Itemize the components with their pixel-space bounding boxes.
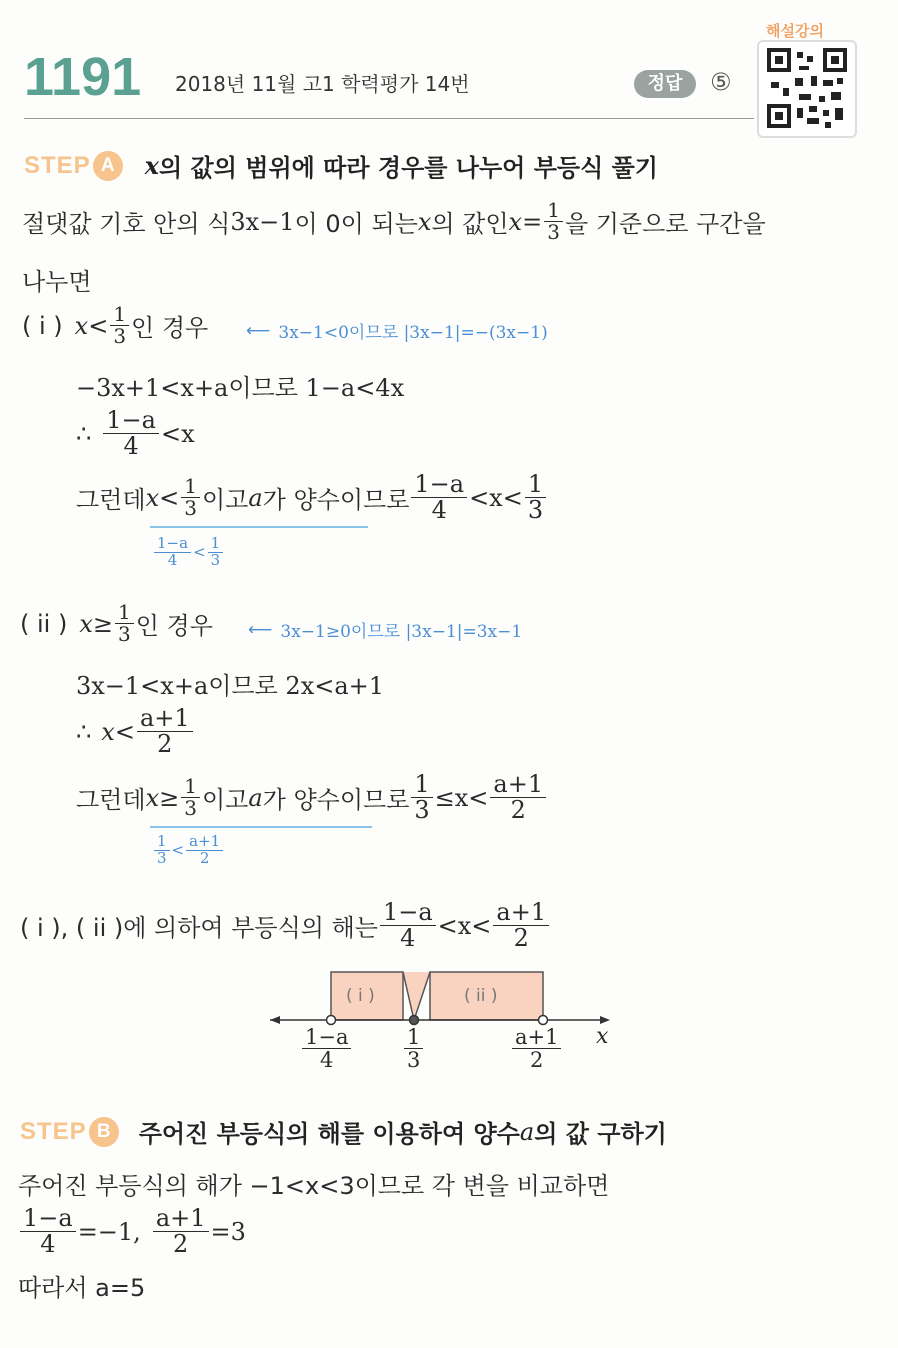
- step-b-title-b: 의 값 구하기: [534, 1120, 667, 1148]
- open-point-1: [327, 1016, 336, 1025]
- step-a-badge: A: [93, 151, 123, 181]
- closed-point-2: [410, 1016, 419, 1025]
- case2-line2: ∴ x< $\frac{a+1}{2}$: [76, 706, 195, 757]
- step-a-title: 의 값의 범위에 따라 경우를 나누어 부등식 풀기: [159, 154, 658, 182]
- answer-badge: 정답: [634, 70, 696, 98]
- intro-line1: 절댓값 기호 안의 식 3x−1 이 0이 되는 x 의 값인 x= $\frac{1}{3}$ 을 기준으로 구간을: [22, 198, 766, 244]
- final-line1: 주어진 부등식의 해가 −1<x<3이므로 각 변을 비교하면: [18, 1172, 610, 1200]
- qr-label: 해설강의: [766, 22, 824, 40]
- step-b-badge: B: [89, 1117, 119, 1147]
- intro-line2: 나누면: [22, 268, 92, 296]
- case1-line3: 그런데 x< $\frac{1}{3}$ 이고 a 가 양수이므로 $\frac{1-a}{4}$ <x< $\frac{1}{3}$: [76, 472, 548, 523]
- region2-label: ( ii ): [464, 986, 498, 1006]
- header-divider: [24, 118, 754, 119]
- case2-line1: 3x−1<x+a이므로 2x<a+1: [76, 672, 385, 700]
- step-b-title-var: a: [519, 1117, 535, 1146]
- number-line-diagram: [260, 960, 620, 1080]
- final-equations: $\frac{1-a}{4}$ =−1, $\frac{a+1}{2}$ =3: [18, 1206, 246, 1257]
- step-b-heading: [20, 1114, 667, 1149]
- final-answer: 따라서 a=5: [18, 1274, 146, 1302]
- conclusion-line: ( i ), ( ii )에 의하여 부등식의 해는 $\frac{1-a}{4}$ <x< $\frac{a+1}{2}$: [20, 900, 551, 951]
- problem-source: 2018년 11월 고1 학력평가 14번: [175, 72, 470, 96]
- step-a-title-var: x: [144, 151, 159, 180]
- axis-label: x: [596, 1024, 609, 1049]
- case1-line2: ∴ $\frac{1-a}{4}$ <x: [76, 406, 195, 461]
- case1-underline: [150, 526, 368, 528]
- case1-line1: −3x+1<x+a이므로 1−a<4x: [76, 374, 405, 402]
- case1-heading: ( i ) x< $\frac{1}{3}$ 인 경우: [22, 302, 209, 348]
- open-point-3: [539, 1016, 548, 1025]
- case2-note: ⟵ 3x−1≥0이므로 |3x−1|=3x−1: [248, 619, 523, 642]
- step-a-label: STEP: [24, 151, 91, 179]
- step-a-heading: [24, 148, 658, 183]
- case2-subnote: $\frac{1}{3}$ < $\frac{a+1}{2}$: [152, 834, 225, 867]
- point3-label: $\frac{a+1}{2}$: [512, 1026, 561, 1071]
- point1-label: $\frac{1-a}{4}$: [302, 1026, 351, 1071]
- arrow-left-icon: ⟵: [246, 320, 271, 341]
- case1-subnote: $\frac{1-a}{4}$ < $\frac{1}{3}$: [152, 536, 225, 569]
- arrow-left-icon: ⟵: [248, 619, 273, 640]
- case2-heading: ( ii ) x≥ $\frac{1}{3}$ 인 경우: [20, 600, 213, 646]
- case1-note: ⟵ 3x−1<0이므로 |3x−1|=−(3x−1): [246, 320, 548, 343]
- step-b-label: STEP: [20, 1117, 87, 1145]
- step-b-title-a: 주어진 부등식의 해를 이용하여 양수: [138, 1120, 520, 1148]
- answer-value: ⑤: [710, 68, 732, 96]
- qr-code-icon[interactable]: [757, 40, 857, 138]
- case2-underline: [150, 826, 372, 828]
- point2-label: $\frac{1}{3}$: [404, 1026, 423, 1071]
- case2-line3: 그런데 x≥ $\frac{1}{3}$ 이고 a 가 양수이므로 $\frac{1}{3}$ ≤x< $\frac{a+1}{2}$: [76, 772, 548, 823]
- region1-label: ( i ): [346, 986, 375, 1006]
- problem-number: 1191: [24, 47, 142, 107]
